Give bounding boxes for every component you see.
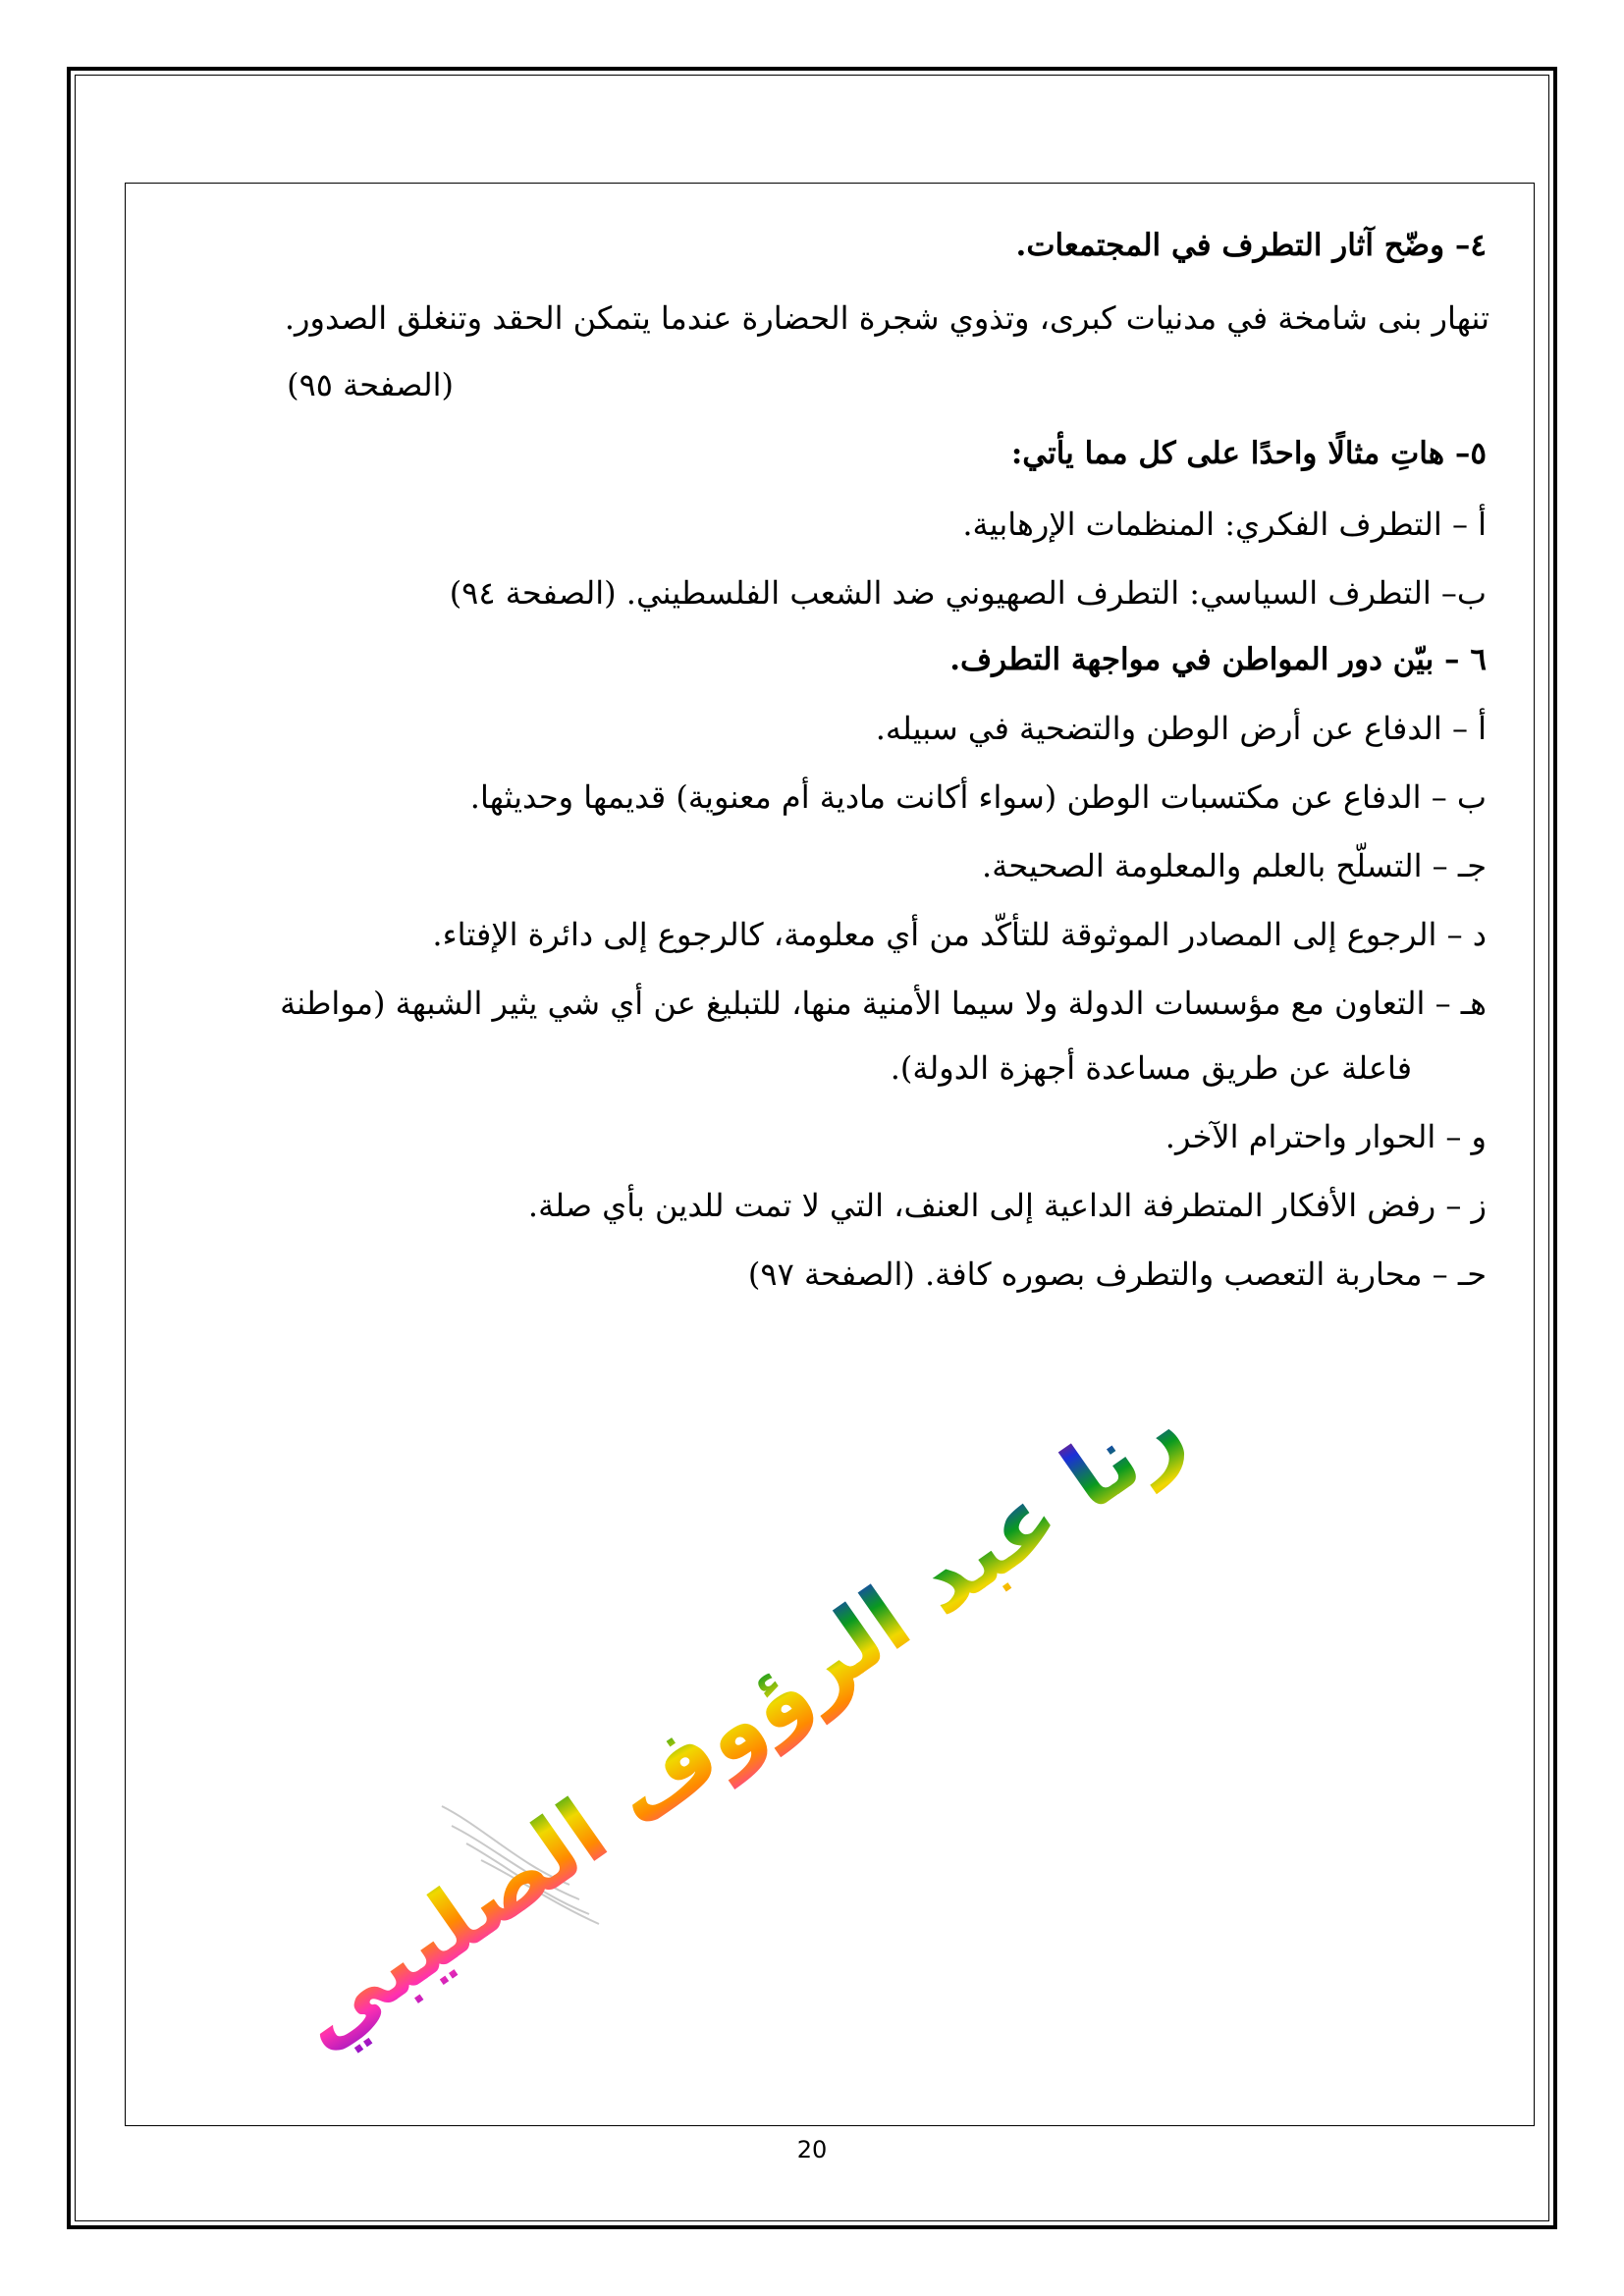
page-number: 20 xyxy=(796,2136,828,2163)
question-6-heading: ٦ – بيّن دور المواطن في مواجهة التطرف. xyxy=(949,642,1487,677)
answer-5-b: ب– التطرف السياسي: التطرف الصهيوني ضد الشعب الفلسطيني. (الصفحة ٩٤) xyxy=(449,574,1487,612)
question-5-heading: ٥– هاتِ مثالًا واحدًا على كل مما يأتي: xyxy=(1010,436,1487,471)
answer-6-h: حـ – محاربة التعصب والتطرف بصوره كافة. (الصفحة ٩٧) xyxy=(747,1255,1487,1293)
answer-6-g: ز – رفض الأفكار المتطرفة الداعية إلى العنف، التي لا تمت للدين بأي صلة. xyxy=(527,1187,1487,1224)
answer-6-f: و – الحوار واحترام الآخر. xyxy=(1164,1118,1487,1155)
answer-6-e-continued: فاعلة عن طريق مساعدة أجهزة الدولة). xyxy=(890,1049,1412,1087)
answer-6-c: جـ – التسلّح بالعلم والمعلومة الصحيحة. xyxy=(982,847,1487,884)
answer-5-a: أ – التطرف الفكري: المنظمات الإرهابية. xyxy=(962,506,1487,543)
answer-6-b: ب – الدفاع عن مكتسبات الوطن (سواء أكانت مادية أم معنوية) قديمها وحديثها. xyxy=(469,778,1487,816)
answer-6-d: د – الرجوع إلى المصادر الموثوقة للتأكّد من أي معلومة، كالرجوع إلى دائرة الإفتاء. xyxy=(432,916,1487,953)
answer-6-a: أ – الدفاع عن أرض الوطن والتضحية في سبيله. xyxy=(875,710,1487,747)
author-signature xyxy=(274,1375,1203,2070)
answer-6-e: هـ – التعاون مع مؤسسات الدولة ولا سيما الأمنية منها، للتبليغ عن أي شي يثير الشبهة (مواطنة xyxy=(280,985,1487,1022)
question-4-heading: ٤– وضّح آثار التطرف في المجتمعات. xyxy=(1015,228,1487,263)
answer-4-page-ref: (الصفحة ٩٥) xyxy=(287,366,454,403)
signature-art xyxy=(274,1375,1203,2070)
signature-text: رنا عبد الرؤوف الصليبي xyxy=(274,1375,1203,2070)
answer-4-text: تنهار بنى شامخة في مدنيات كبرى، وتذوي شجرة الحضارة عندما يتمكن الحقد وتنغلق الصدور. xyxy=(284,299,1489,337)
